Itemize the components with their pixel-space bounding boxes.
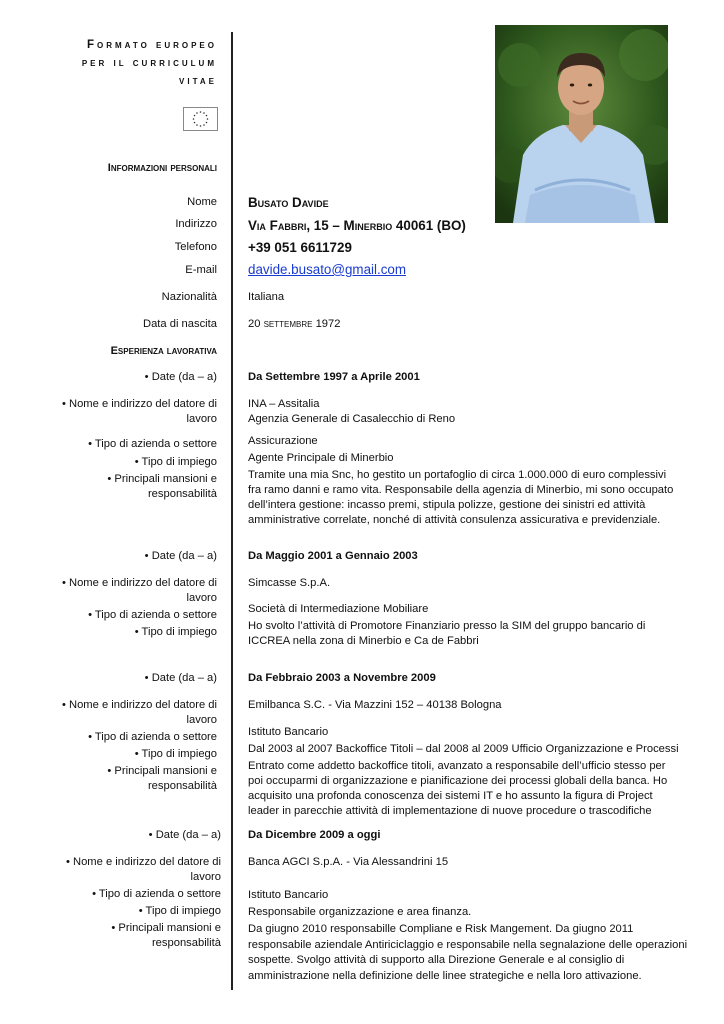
label-employer bbox=[62, 698, 217, 728]
label-duties-line: • Principali mansioni e bbox=[111, 922, 221, 934]
value-birthdate bbox=[248, 317, 340, 332]
job-duties: Tramite una mia Snc, ho gestito un portafoglio di circa 1.000.000 di euro complessivi fra ramo danni e ramo vita. Responsabile della agenzia di Minerbio, mi sono occupato dell’intera gestione: incasso premi, stipula polizze, gestione dei sinistri ed attività amministrative correlate, nonché di attività consulenza assicurativa e previdenziale. bbox=[248, 469, 674, 526]
label-employer-line: • Nome e indirizzo del datore di bbox=[65, 856, 221, 868]
label-name: Nome bbox=[187, 196, 217, 208]
job-dates: Da Settembre 1997 a Aprile 2001 bbox=[248, 371, 420, 383]
job-employer: Simcasse S.p.A. bbox=[248, 577, 331, 589]
label-sector: • Tipo di azienda o settore bbox=[88, 438, 217, 450]
label-employer-line: • Nome e indirizzo del datore di bbox=[61, 699, 217, 711]
label-duties-line: responsabilità bbox=[147, 780, 217, 792]
birthdate-year: 1972 bbox=[315, 318, 341, 330]
label-employer-line: lavoro bbox=[186, 592, 217, 604]
cv-title-line-2: per il curriculum bbox=[81, 57, 217, 69]
label-dates: • Date (da – a) bbox=[144, 371, 217, 383]
label-sector: • Tipo di azienda o settore bbox=[92, 888, 221, 900]
label-birthdate: Data di nascita bbox=[142, 318, 217, 330]
label-duties-line: responsabilità bbox=[151, 937, 221, 949]
label-phone: Telefono bbox=[174, 241, 217, 253]
job-sector: Assicurazione bbox=[248, 435, 318, 447]
job-employer bbox=[248, 397, 455, 427]
birthdate-month: settembre bbox=[263, 318, 313, 330]
label-employer-line: lavoro bbox=[190, 871, 221, 883]
label-duties bbox=[111, 921, 221, 951]
label-dates: • Date (da – a) bbox=[144, 550, 217, 562]
profile-photo bbox=[495, 25, 668, 223]
section-personal-info: Informazioni personali bbox=[107, 162, 217, 174]
cv-title-line-3: vitae bbox=[179, 75, 217, 87]
label-dates: • Date (da – a) bbox=[148, 829, 221, 841]
value-name: Busato Davide bbox=[248, 195, 329, 210]
job-dates: Da Dicembre 2009 a oggi bbox=[248, 829, 381, 841]
label-sector: • Tipo di azienda o settore bbox=[88, 731, 217, 743]
job-duties: Entrato come addetto backoffice titoli, avanzato a responsabile dell’ufficio stesso per poi occuparmi di organizzazione e pianificazione dei processi globali della banca. Ho acquisito una profonda conoscenza dei sistemi IT e ho assunto la figura di Project leader in parecchie attività di implementazione di nuove procedure o trascodifiche bbox=[248, 760, 668, 817]
label-duties bbox=[107, 472, 217, 502]
vertical-divider bbox=[231, 32, 233, 990]
label-duties-line: • Principali mansioni e bbox=[107, 765, 217, 777]
job-type: Agente Principale di Minerbio bbox=[248, 452, 394, 464]
employer-line: INA – Assitalia bbox=[248, 398, 320, 410]
label-employer-line: lavoro bbox=[186, 413, 217, 425]
email-link[interactable]: davide.busato@gmail.com bbox=[248, 262, 406, 277]
job-sector: Istituto Bancario bbox=[248, 889, 329, 901]
birthdate-day: 20 bbox=[248, 318, 261, 330]
job-duties: Da giugno 2010 responsabille Compliane e Risk Mangement. Da giugno 2011 responsabile aziendale Antiriciclaggio e responsabile nella segnalazione delle operazioni sospette. Svolgo attività di supporto alla Direzione Generale e al consiglio di amministrazione nella definizione delle linee strategiche e nella loro attivazione. bbox=[248, 923, 688, 982]
job-employer: Banca AGCI S.p.A. - Via Alessandrini 15 bbox=[248, 856, 449, 868]
label-email: E-mail bbox=[185, 264, 217, 276]
value-phone: +39 051 6611729 bbox=[248, 240, 352, 255]
job-dates: Da Maggio 2001 a Gennaio 2003 bbox=[248, 550, 418, 562]
eu-flag-icon bbox=[183, 107, 218, 131]
label-employer-line: • Nome e indirizzo del datore di bbox=[61, 577, 217, 589]
label-job-type: • Tipo di impiego bbox=[138, 905, 221, 917]
label-employer bbox=[62, 397, 217, 427]
label-duties-line: • Principali mansioni e bbox=[107, 473, 217, 485]
label-duties bbox=[107, 764, 217, 794]
label-job-type: • Tipo di impiego bbox=[134, 748, 217, 760]
job-sector: Società di Intermediazione Mobiliare bbox=[248, 603, 429, 615]
section-experience: Esperienza lavorativa bbox=[110, 345, 217, 357]
label-address: Indirizzo bbox=[175, 218, 217, 230]
label-employer-line: lavoro bbox=[186, 714, 217, 726]
job-type: Dal 2003 al 2007 Backoffice Titoli – dal 2008 al 2009 Ufficio Organizzazione e Processi bbox=[248, 743, 679, 755]
label-job-type: • Tipo di impiego bbox=[134, 626, 217, 638]
label-employer-line: • Nome e indirizzo del datore di bbox=[61, 398, 217, 410]
value-address: Via Fabbri, 15 – Minerbio 40061 (BO) bbox=[248, 218, 466, 233]
job-sector: Istituto Bancario bbox=[248, 726, 329, 738]
cv-title-line-1: Formato europeo bbox=[86, 39, 217, 51]
label-duties-line: responsabilità bbox=[147, 488, 217, 500]
label-employer bbox=[66, 855, 221, 885]
label-nationality: Nazionalità bbox=[161, 291, 217, 303]
label-job-type: • Tipo di impiego bbox=[134, 456, 217, 468]
job-dates: Da Febbraio 2003 a Novembre 2009 bbox=[248, 672, 436, 684]
job-type: Ho svolto l’attività di Promotore Finanziario presso la SIM del gruppo bancario di ICCREA nella zona di Minerbio e Ca de Fabbri bbox=[248, 620, 646, 647]
label-dates: • Date (da – a) bbox=[144, 672, 217, 684]
value-nationality: Italiana bbox=[248, 291, 285, 303]
job-employer: Emilbanca S.C. - Via Mazzini 152 – 40138 Bologna bbox=[248, 699, 502, 711]
job-type: Responsabile organizzazione e area finanza. bbox=[248, 906, 472, 918]
label-employer bbox=[62, 576, 217, 606]
employer-line: Agenzia Generale di Casalecchio di Reno bbox=[248, 413, 456, 425]
label-sector: • Tipo di azienda o settore bbox=[88, 609, 217, 621]
